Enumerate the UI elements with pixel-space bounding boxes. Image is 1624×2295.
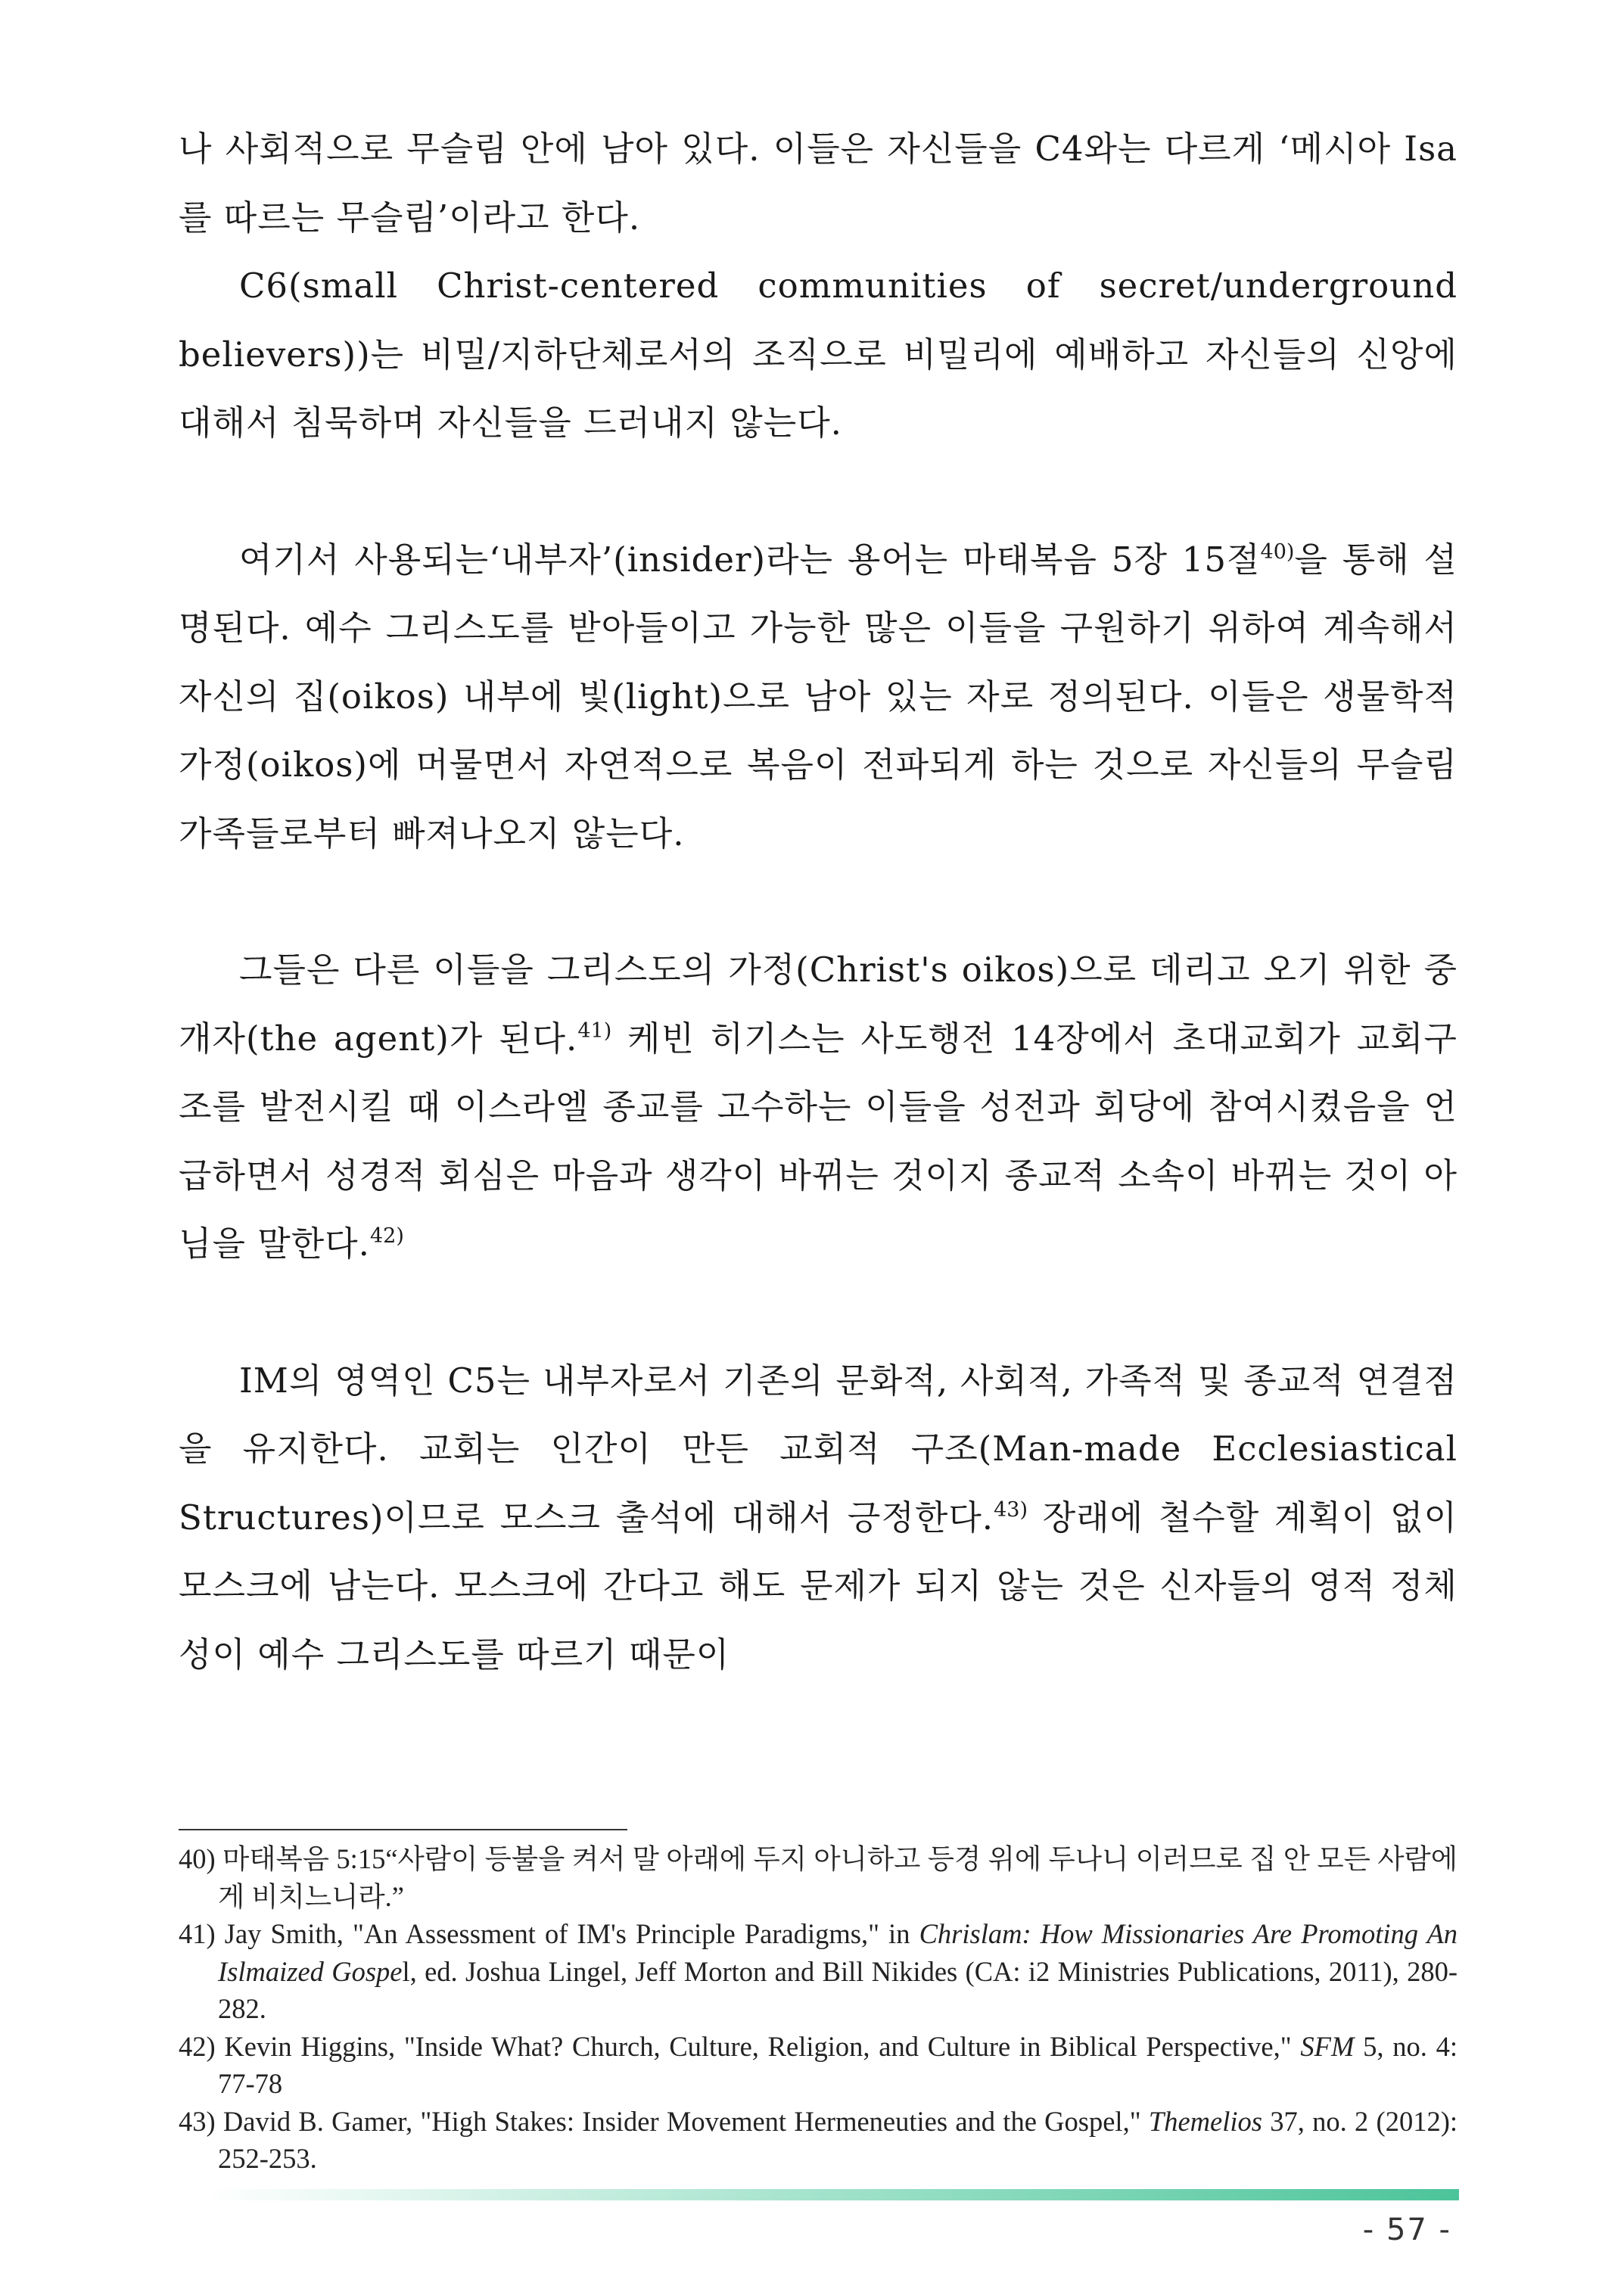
footnote-41-text-a: 41) Jay Smith, "An Assessment of IM's Principle Paradigms," in (179, 1918, 919, 1949)
footnote-42-text-b: 5, no. 4: 77-78 (218, 2030, 1458, 2099)
paragraph-3-text-b: 을 통해 설명된다. 예수 그리스도를 받아들이고 가능한 많은 이들을 구원하기 위하여 계속해서 자신의 집(oikos) 내부에 빛(light)으로 남아 있는 자로 정의된다. 이들은 생물학적 가정(oikos)에 머물면서 자연적으로 복음이 전파되게 하는 것으로 자신들의 무슬림 가족들로부터 빠져나오지 않는다. (179, 539, 1458, 854)
footnote-ref-42[interactable]: 42) (369, 1224, 404, 1248)
footnote-41-title: Chrislam: How Missionaries Are Promoting An Islmaized Gospe (218, 1918, 1458, 1987)
footnote-divider (179, 1829, 627, 1830)
paragraph-5-text-b: 장래에 철수할 계획이 없이 모스크에 남는다. 모스크에 간다고 해도 문제가 되지 않는 것은 신자들의 영적 정체성이 예수 그리스도를 따르기 때문이 (179, 1497, 1458, 1675)
footnote-ref-43[interactable]: 43) (994, 1497, 1028, 1522)
paragraph-1: 나 사회적으로 무슬림 안에 남아 있다. 이들은 자신들을 C4와는 다르게 ‘메시아 Isa를 따르는 무슬림’이라고 한다. (179, 129, 1458, 238)
footnotes (179, 1840, 1458, 2178)
paragraph-3-text-a: 여기서 사용되는‘내부자’(insider)라는 용어는 마태복음 5장 15절 (239, 539, 1261, 580)
page-number: - 57 - (1362, 2213, 1451, 2247)
footnote-42-journal: SFM (1300, 2030, 1355, 2062)
main-text (179, 115, 1458, 1689)
paragraph-2: C6(small Christ-centered communities of secret/underground believers))는 비밀/지하단체로서의 조직으로 비밀리에 예배하고 자신들의 신앙에 대해서 침묵하며 자신들을 드러내지 않는다. (179, 266, 1458, 443)
paragraph-5-text-a: IM의 영역인 C5는 내부자로서 기존의 문화적, 사회적, 가족적 및 종교적 연결점을 유지한다. 교회는 인간이 만든 교회적 구조(Man-made Ecclesiastical Structures)이므로 모스크 출석에 대해서 긍정한다. (179, 1360, 1458, 1538)
paragraph-3 (179, 526, 1458, 869)
footer-accent-bar (204, 2189, 1459, 2200)
footnote-43-journal: Themelios (1148, 2105, 1262, 2137)
footnote-41 (179, 1915, 1458, 2028)
footnote-40: 40) 마태복음 5:15“사람이 등불을 켜서 말 아래에 두지 아니하고 등경 위에 두나니 이러므로 집 안 모든 사람에게 비치느니라.” (179, 1843, 1458, 1912)
footnote-43 (179, 2103, 1458, 2178)
footnote-ref-41[interactable]: 41) (577, 1018, 612, 1043)
footnote-42 (179, 2028, 1458, 2103)
paragraph-5 (179, 1347, 1458, 1690)
footnote-43-text-a: 43) David B. Gamer, "High Stakes: Insider Movement Hermeneuties and the Gospel," (179, 2105, 1149, 2137)
footnote-43-text-b: 37, no. 2 (2012): 252-253. (218, 2105, 1458, 2174)
paragraph-4-text-a: 그들은 다른 이들을 그리스도의 가정(Christ's oikos)으로 데리고 오기 위한 중개자(the agent)가 된다. (179, 950, 1458, 1059)
footnote-41-text-b: l, ed. Joshua Lingel, Jeff Morton and Bill Nikides (CA: i2 Ministries Publications, 2011), 280-282. (218, 1955, 1458, 2024)
footnote-42-text-a: 42) Kevin Higgins, "Inside What? Church, Culture, Religion, and Culture in Biblical Perspective," (179, 2030, 1301, 2062)
paragraph-4-text-b: 케빈 히기스는 사도행전 14장에서 초대교회가 교회구조를 발전시킬 때 이스라엘 종교를 고수하는 이들을 성전과 회당에 참여시켰음을 언급하면서 성경적 회심은 마음과 생각이 바뀌는 것이지 종교적 소속이 바뀌는 것이 아님을 말한다. (179, 1018, 1458, 1264)
paragraph-4 (179, 936, 1458, 1279)
footnote-ref-40[interactable]: 40) (1260, 540, 1295, 564)
